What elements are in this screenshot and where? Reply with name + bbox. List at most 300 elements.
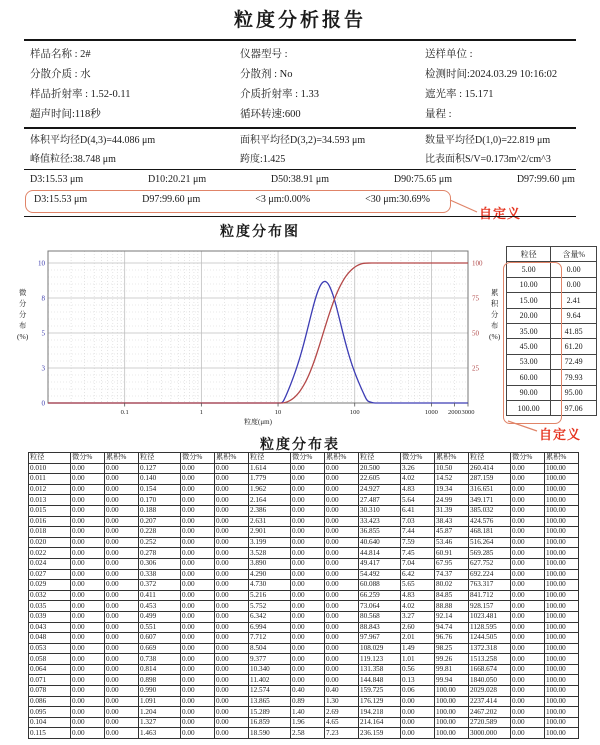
dist-table-row: [29, 664, 579, 675]
dist-table-cell: 100.00: [545, 495, 579, 506]
dist-table-cell: 2.58: [291, 728, 325, 739]
dist-table-cell: 468.181: [469, 527, 511, 538]
dist-table-cell: 0.029: [29, 580, 71, 591]
dist-table-cell: 0.00: [105, 675, 139, 686]
axis-label-char: 布: [18, 321, 27, 330]
dist-table-cell: 100.00: [435, 717, 469, 728]
dist-table-cell: 0.00: [105, 654, 139, 665]
info-field: 分散介质 : 水: [30, 69, 91, 80]
dist-table-cell: 0.00: [71, 654, 105, 665]
dist-table-cell: 40.640: [359, 537, 401, 548]
dist-table-cell: 1.204: [139, 707, 181, 718]
dist-table-cell: 7.59: [401, 537, 435, 548]
dist-table-cell: 0.00: [105, 633, 139, 644]
dist-table-cell: 0.00: [291, 516, 325, 527]
dist-table-cell: 3.890: [249, 558, 291, 569]
dist-table-cell: 0.00: [181, 505, 215, 516]
dist-table-cell: 0.990: [139, 686, 181, 697]
dist-table-row: [29, 633, 579, 644]
axis-label-unit: (%): [17, 332, 29, 341]
dist-table-cell: 0.00: [325, 601, 359, 612]
percentile-value: D10:20.21 μm: [147, 174, 207, 185]
dist-table-cell: 80.02: [435, 580, 469, 591]
axis-label-char: 微: [18, 288, 27, 297]
dist-table-row: [29, 707, 579, 718]
custom-percentile-value: D3:15.53 μm: [34, 194, 88, 205]
dist-table-cell: 88.843: [359, 622, 401, 633]
dist-table-cell: 0.00: [71, 601, 105, 612]
axis-label-char: 分: [18, 310, 27, 319]
dist-table-row: [29, 696, 579, 707]
dist-table-cell: 424.576: [469, 516, 511, 527]
dist-table-cell: 0.00: [511, 643, 545, 654]
sample-info-grid: [30, 45, 578, 125]
dist-table-cell: 0.00: [215, 474, 249, 485]
dist-table-cell: 0.00: [105, 516, 139, 527]
dist-table-cell: 0.00: [511, 664, 545, 675]
dist-table-header: 粒径: [29, 453, 71, 464]
y-tick-label-left: 0: [41, 399, 45, 408]
divider: [24, 216, 576, 217]
dist-table-cell: 0.00: [181, 728, 215, 739]
y-tick-label-right: 100: [472, 259, 483, 268]
dist-table-cell: 0.89: [291, 696, 325, 707]
info-field: 介质折射率 : 1.33: [240, 89, 320, 100]
dist-table-header: 微分%: [71, 453, 105, 464]
dist-table-cell: 2.901: [249, 527, 291, 538]
dist-table-cell: 0.00: [511, 580, 545, 591]
dist-table-cell: 10.340: [249, 664, 291, 675]
dist-table-header: 粒径: [469, 453, 511, 464]
y-tick-label-right: 50: [472, 329, 479, 338]
dist-table-cell: 1.614: [249, 463, 291, 474]
dist-table-cell: 0.00: [291, 569, 325, 580]
info-field: 量程 :: [425, 109, 452, 120]
dist-table-cell: 2467.202: [469, 707, 511, 718]
dist-table-cell: 0.00: [105, 463, 139, 474]
dist-table-cell: 0.00: [511, 495, 545, 506]
dist-table-cell: 4.83: [401, 484, 435, 495]
axis-label-unit: (%): [489, 332, 501, 341]
dist-table-cell: 18.590: [249, 728, 291, 739]
dist-table-row: [29, 537, 579, 548]
dist-table-cell: 0.00: [181, 601, 215, 612]
x-tick-label: 1: [199, 409, 203, 416]
dist-table-cell: 0.00: [105, 717, 139, 728]
y-tick-label-right: 25: [472, 364, 479, 373]
dist-table-cell: 0.00: [181, 707, 215, 718]
dist-table-cell: 0.00: [181, 611, 215, 622]
dist-table-title: 粒度分布表: [260, 438, 340, 453]
dist-table-cell: 0.00: [325, 474, 359, 485]
dist-table-cell: 0.00: [511, 675, 545, 686]
dist-table-cell: 92.14: [435, 611, 469, 622]
differential-curve: [48, 281, 468, 403]
dist-table-cell: 0.00: [71, 622, 105, 633]
summary-field: 跨度:1.425: [240, 154, 286, 165]
dist-table-cell: 0.00: [181, 686, 215, 697]
plot-frame: [48, 251, 468, 403]
dist-table-cell: 0.00: [181, 643, 215, 654]
dist-table-cell: 31.39: [435, 505, 469, 516]
dist-table-cell: 0.00: [181, 463, 215, 474]
dist-table-cell: 4.730: [249, 580, 291, 591]
dist-table-cell: 0.372: [139, 580, 181, 591]
dist-table-cell: 16.859: [249, 717, 291, 728]
dist-table-cell: 19.34: [435, 484, 469, 495]
dist-table-cell: 2.631: [249, 516, 291, 527]
side-table-cell: 9.64: [551, 308, 597, 323]
dist-table-cell: 0.022: [29, 548, 71, 559]
dist-table-cell: 0.551: [139, 622, 181, 633]
dist-table-cell: 0.154: [139, 484, 181, 495]
dist-table-cell: 0.00: [325, 537, 359, 548]
dist-table-cell: 1.01: [401, 654, 435, 665]
custom-percentile-row: [34, 194, 430, 205]
dist-table-cell: 100.00: [545, 696, 579, 707]
summary-field: 比表面积S/V=0.173m^2/cm^3: [425, 154, 551, 165]
side-table-cell: 15.00: [507, 293, 551, 308]
summary-field: 面积平均径D(3,2)=34.593 μm: [240, 135, 366, 146]
dist-table-cell: 0.00: [291, 664, 325, 675]
dist-table-cell: 0.00: [105, 707, 139, 718]
dist-table-cell: 0.00: [105, 548, 139, 559]
dist-table-row: [29, 505, 579, 516]
dist-table-cell: 0.00: [511, 569, 545, 580]
dist-table-cell: 100.00: [545, 686, 579, 697]
info-field: 遮光率 : 15.171: [425, 89, 494, 100]
dist-table-cell: 0.00: [105, 569, 139, 580]
dist-table-cell: 0.00: [181, 569, 215, 580]
dist-table-row: [29, 654, 579, 665]
dist-table-cell: 0.00: [511, 527, 545, 538]
x-tick-label: 3000: [461, 409, 475, 416]
dist-table-header: 累积%: [105, 453, 139, 464]
dist-table-cell: 0.00: [511, 717, 545, 728]
dist-table-cell: 0.00: [181, 558, 215, 569]
dist-table-cell: 0.00: [215, 664, 249, 675]
dist-table-row: [29, 484, 579, 495]
dist-table-cell: 0.00: [511, 633, 545, 644]
dist-table-row: [29, 548, 579, 559]
dist-table-cell: 100.00: [545, 463, 579, 474]
dist-table-cell: 0.00: [291, 675, 325, 686]
dist-table-cell: 84.85: [435, 590, 469, 601]
dist-table-cell: 6.994: [249, 622, 291, 633]
dist-table-cell: 1.962: [249, 484, 291, 495]
dist-table-cell: 100.00: [545, 516, 579, 527]
dist-table-cell: 0.00: [291, 643, 325, 654]
dist-table-cell: 3.199: [249, 537, 291, 548]
info-field: 超声时间:118秒: [30, 109, 101, 120]
dist-table-cell: 1840.050: [469, 675, 511, 686]
dist-table-cell: 0.00: [181, 590, 215, 601]
dist-table-cell: 0.00: [511, 590, 545, 601]
dist-table-header: 粒径: [359, 453, 401, 464]
dist-table-cell: 1.327: [139, 717, 181, 728]
dist-table-cell: 0.00: [215, 580, 249, 591]
dist-table-cell: 0.00: [71, 537, 105, 548]
side-table-cell: 72.49: [551, 354, 597, 369]
dist-table-cell: 0.00: [325, 675, 359, 686]
dist-table-cell: 0.053: [29, 643, 71, 654]
dist-table-cell: 7.44: [401, 527, 435, 538]
dist-table-cell: 0.338: [139, 569, 181, 580]
dist-table-cell: 2237.414: [469, 696, 511, 707]
axis-label-char: 布: [490, 321, 499, 330]
axis-label-char: 分: [490, 310, 499, 319]
dist-table-cell: 44.814: [359, 548, 401, 559]
dist-table-cell: 0.00: [71, 717, 105, 728]
dist-table-cell: 763.317: [469, 580, 511, 591]
dist-table-cell: 0.086: [29, 696, 71, 707]
dist-table-cell: 214.164: [359, 717, 401, 728]
dist-table-cell: 0.00: [71, 505, 105, 516]
dist-table-cell: 2.01: [401, 633, 435, 644]
dist-table-cell: 0.024: [29, 558, 71, 569]
dist-table-cell: 0.00: [215, 696, 249, 707]
dist-table-cell: 0.06: [401, 686, 435, 697]
dist-table-cell: 0.499: [139, 611, 181, 622]
dist-table-cell: 0.669: [139, 643, 181, 654]
dist-table-cell: 100.00: [545, 601, 579, 612]
info-field: 检测时间:2024.03.29 10:16:02: [425, 69, 558, 80]
dist-table-cell: 2720.589: [469, 717, 511, 728]
dist-table-cell: 0.00: [401, 728, 435, 739]
dist-table-cell: 0.00: [325, 643, 359, 654]
dist-table-cell: 100.00: [435, 728, 469, 739]
axis-label-char: 累: [490, 288, 499, 297]
dist-table-cell: 0.207: [139, 516, 181, 527]
dist-table-cell: 6.42: [401, 569, 435, 580]
dist-table-cell: 0.00: [291, 654, 325, 665]
dist-table-cell: 5.752: [249, 601, 291, 612]
dist-table-cell: 0.170: [139, 495, 181, 506]
dist-table-cell: 0.00: [325, 516, 359, 527]
dist-table-cell: 24.927: [359, 484, 401, 495]
side-table-header: 粒径: [507, 247, 551, 262]
dist-table-cell: 108.029: [359, 643, 401, 654]
dist-table-cell: 0.00: [511, 474, 545, 485]
dist-table-cell: 100.00: [435, 707, 469, 718]
dist-table-cell: 0.039: [29, 611, 71, 622]
dist-table-cell: 0.00: [71, 643, 105, 654]
dist-table-cell: 0.00: [511, 622, 545, 633]
dist-table-cell: 1.091: [139, 696, 181, 707]
dist-table-cell: 287.159: [469, 474, 511, 485]
dist-table-cell: 0.00: [291, 558, 325, 569]
dist-table-cell: 100.00: [545, 622, 579, 633]
dist-table-cell: 0.048: [29, 633, 71, 644]
dist-table-cell: 0.00: [71, 569, 105, 580]
dist-table-cell: 20.500: [359, 463, 401, 474]
dist-table-cell: 0.00: [511, 463, 545, 474]
dist-table-cell: 2.164: [249, 495, 291, 506]
dist-table-cell: 316.651: [469, 484, 511, 495]
dist-table-cell: 3.26: [401, 463, 435, 474]
dist-table-cell: 0.00: [325, 495, 359, 506]
dist-table-cell: 7.04: [401, 558, 435, 569]
dist-table-cell: 60.088: [359, 580, 401, 591]
dist-table-cell: 0.104: [29, 717, 71, 728]
side-table-cell: 0.00: [551, 262, 597, 277]
dist-table-cell: 1.779: [249, 474, 291, 485]
dist-table-cell: 0.00: [215, 675, 249, 686]
dist-table-cell: 0.00: [291, 580, 325, 591]
dist-table-cell: 100.00: [545, 633, 579, 644]
dist-table-cell: 6.342: [249, 611, 291, 622]
dist-table-cell: 0.00: [105, 580, 139, 591]
dist-table-cell: 0.00: [215, 516, 249, 527]
dist-table-cell: 0.00: [215, 548, 249, 559]
percentile-value: D90:75.65 μm: [393, 174, 452, 185]
dist-table-cell: 0.00: [291, 622, 325, 633]
summary-field: 体积平均径D(4,3)=44.086 μm: [30, 135, 156, 146]
dist-table-row: [29, 516, 579, 527]
dist-table-cell: 66.259: [359, 590, 401, 601]
dist-table-cell: 94.74: [435, 622, 469, 633]
dist-table-header: 微分%: [511, 453, 545, 464]
dist-table-cell: 0.00: [71, 580, 105, 591]
dist-table-cell: 100.00: [545, 484, 579, 495]
side-table-cell: 97.06: [551, 400, 597, 415]
dist-table-cell: 67.95: [435, 558, 469, 569]
dist-table-cell: 0.252: [139, 537, 181, 548]
dist-table-cell: 1.49: [401, 643, 435, 654]
dist-table-cell: 0.00: [291, 548, 325, 559]
dist-table-cell: 13.865: [249, 696, 291, 707]
dist-table-cell: 97.967: [359, 633, 401, 644]
dist-table-cell: 100.00: [545, 611, 579, 622]
dist-table-cell: 0.00: [291, 484, 325, 495]
dist-table-cell: 0.00: [71, 558, 105, 569]
dist-table-cell: 627.752: [469, 558, 511, 569]
dist-table-cell: 0.00: [215, 707, 249, 718]
dist-table-cell: 99.94: [435, 675, 469, 686]
custom-row-annotation: 自定义: [479, 206, 522, 221]
dist-table-cell: 569.285: [469, 548, 511, 559]
dist-table-cell: 928.157: [469, 601, 511, 612]
dist-table-cell: 0.00: [215, 505, 249, 516]
dist-table-cell: 0.00: [71, 516, 105, 527]
dist-table-cell: 99.26: [435, 654, 469, 665]
dist-table-cell: 100.00: [545, 558, 579, 569]
dist-table-cell: 7.712: [249, 633, 291, 644]
dist-table-cell: 0.00: [181, 474, 215, 485]
x-axis-title: 粒度(μm): [244, 418, 272, 426]
side-table-cell: 35.00: [507, 323, 551, 338]
dist-table-cell: 2029.028: [469, 686, 511, 697]
dist-table-row: [29, 601, 579, 612]
dist-table-cell: 0.00: [181, 717, 215, 728]
dist-table-cell: 0.814: [139, 664, 181, 675]
dist-table-row: [29, 527, 579, 538]
dist-table-cell: 0.00: [291, 590, 325, 601]
side-table-cell: 20.00: [507, 308, 551, 323]
dist-table-row: [29, 728, 579, 739]
dist-table-cell: 144.848: [359, 675, 401, 686]
y-tick-label-left: 3: [41, 364, 45, 373]
dist-table-cell: 0.078: [29, 686, 71, 697]
dist-table-row: [29, 643, 579, 654]
dist-table-cell: 0.00: [325, 580, 359, 591]
dist-table-cell: 0.00: [215, 527, 249, 538]
x-tick-label: 10: [274, 409, 282, 416]
dist-table-cell: 54.492: [359, 569, 401, 580]
dist-table-cell: 0.00: [215, 495, 249, 506]
dist-table-cell: 0.00: [71, 728, 105, 739]
dist-table-row: [29, 675, 579, 686]
dist-table-cell: 100.00: [545, 728, 579, 739]
dist-table-row: [29, 622, 579, 633]
dist-table-cell: 0.00: [215, 601, 249, 612]
dist-table-cell: 0.00: [511, 601, 545, 612]
dist-table-cell: 0.00: [105, 696, 139, 707]
side-table-cell: 5.00: [507, 262, 551, 277]
dist-table-cell: 0.00: [511, 654, 545, 665]
dist-table-cell: 100.00: [545, 664, 579, 675]
dist-table-cell: 0.00: [215, 717, 249, 728]
dist-table-cell: 100.00: [545, 590, 579, 601]
dist-table-cell: 0.00: [71, 707, 105, 718]
dist-table-cell: 0.00: [181, 654, 215, 665]
dist-table-cell: 53.46: [435, 537, 469, 548]
side-table-cell: 0.00: [551, 277, 597, 292]
dist-table-cell: 0.058: [29, 654, 71, 665]
dist-table-cell: 100.00: [435, 686, 469, 697]
dist-table-cell: 0.00: [71, 484, 105, 495]
dist-table-row: [29, 611, 579, 622]
dist-table-cell: 0.00: [181, 633, 215, 644]
dist-table-cell: 33.423: [359, 516, 401, 527]
dist-table-cell: 0.00: [215, 484, 249, 495]
custom-percentile-value: <3 μm:0.00%: [255, 194, 311, 205]
dist-table-cell: 1128.595: [469, 622, 511, 633]
dist-table-cell: 0.00: [511, 707, 545, 718]
dist-table-cell: 2.69: [325, 707, 359, 718]
dist-table-cell: 0.00: [181, 580, 215, 591]
dist-table-cell: 0.00: [181, 696, 215, 707]
dist-table-cell: 0.00: [71, 664, 105, 675]
dist-table-cell: 0.00: [401, 707, 435, 718]
dist-table-header: 累积%: [215, 453, 249, 464]
dist-table-cell: 96.76: [435, 633, 469, 644]
info-field: 样品折射率 : 1.52-0.11: [30, 89, 131, 100]
dist-table-cell: 0.016: [29, 516, 71, 527]
dist-table-cell: 0.00: [105, 728, 139, 739]
side-table-cell: 2.41: [551, 293, 597, 308]
dist-table-cell: 236.159: [359, 728, 401, 739]
dist-table-cell: 0.453: [139, 601, 181, 612]
dist-table-cell: 131.358: [359, 664, 401, 675]
dist-table-cell: 0.00: [181, 484, 215, 495]
dist-table-cell: 0.095: [29, 707, 71, 718]
divider: [24, 39, 576, 41]
dist-table-cell: 0.00: [105, 527, 139, 538]
side-table-annotation: 自定义: [539, 427, 582, 442]
dist-table-cell: 1372.318: [469, 643, 511, 654]
dist-table-cell: 100.00: [545, 643, 579, 654]
dist-table-cell: 100.00: [545, 654, 579, 665]
dist-table-cell: 0.00: [181, 675, 215, 686]
dist-table-cell: 0.00: [511, 484, 545, 495]
summary-field: 峰值粒径:38.748 μm: [30, 154, 116, 165]
dist-table-cell: 349.171: [469, 495, 511, 506]
dist-table-cell: 98.25: [435, 643, 469, 654]
dist-table-cell: 0.00: [325, 569, 359, 580]
dist-table-cell: 0.00: [291, 633, 325, 644]
dist-table-cell: 0.00: [105, 686, 139, 697]
